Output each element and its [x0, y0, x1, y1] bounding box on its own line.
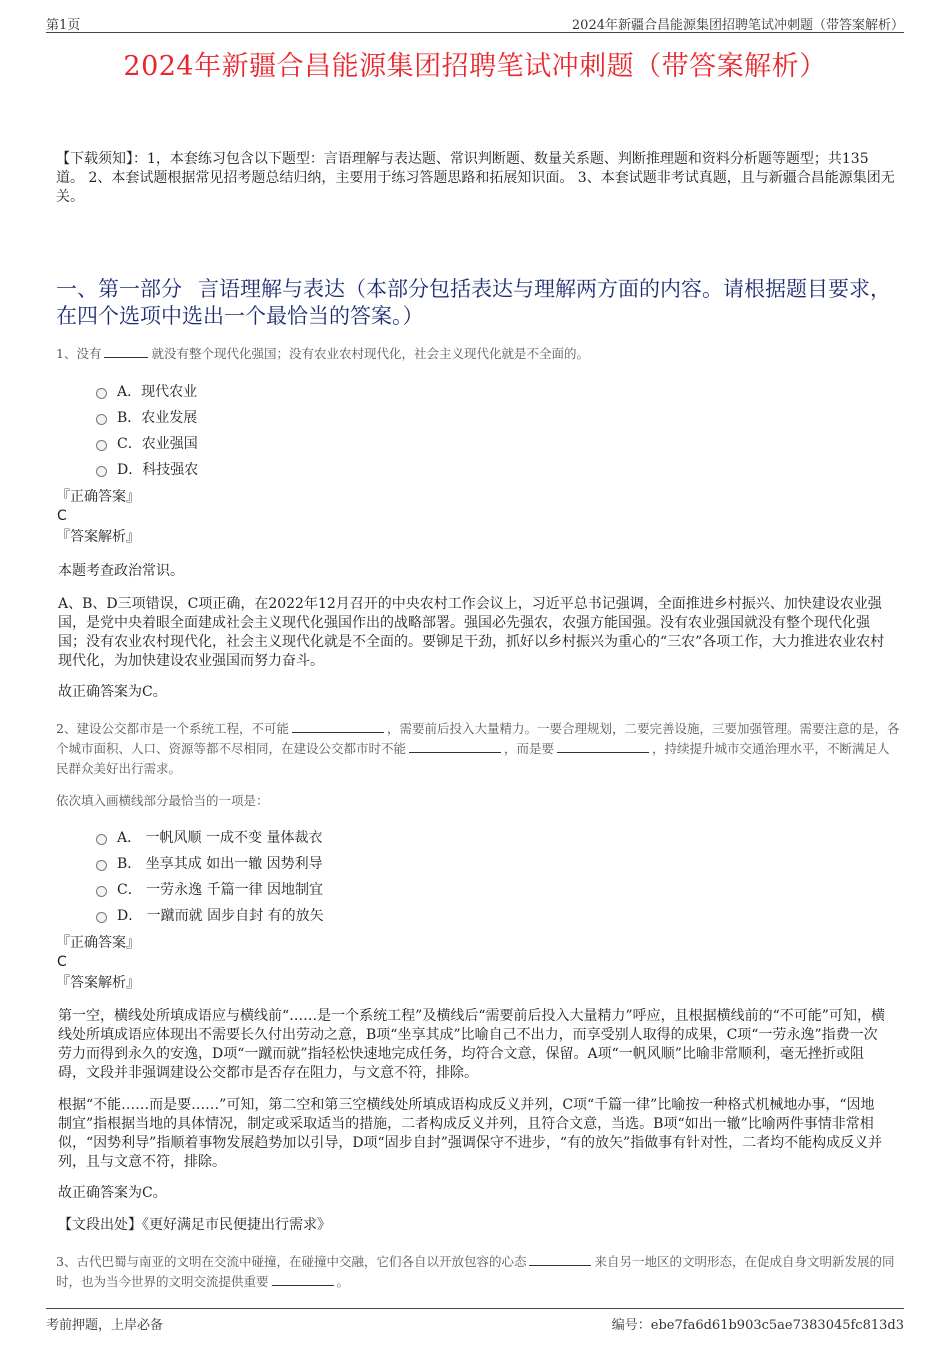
radio-icon[interactable] [96, 886, 107, 897]
question-2-option-d[interactable] [96, 906, 324, 926]
fill-blank [272, 1272, 334, 1286]
radio-icon[interactable] [96, 388, 107, 399]
radio-icon[interactable] [96, 466, 107, 477]
correct-answer-value: C [57, 954, 67, 970]
question-3-stem [56, 1252, 901, 1292]
stem-part: 3、古代巴蜀与南亚的文明在交流中碰撞，在碰撞中交融，它们各自以开放包容的心态 [56, 1254, 527, 1269]
radio-icon[interactable] [96, 834, 107, 845]
radio-icon[interactable] [96, 414, 107, 425]
section-number: 一、第一部分 [56, 277, 182, 301]
question-1-option-a[interactable] [96, 382, 197, 402]
fill-blank [104, 344, 148, 358]
analysis-conclusion: 故正确答案为C。 [58, 684, 167, 700]
analysis-paragraph: 第一空，横线处所填成语应与横线前“……是一个系统工程”及横线后“需要前后投入大量精力”呼应，且根据横线前的“不可能”可知，横线处所填成语应体现出不需要长久付出劳动之意，B项“坐享其成”比喻自己不出力，而享受别人取得的成果，C项“一劳永逸”指费一次劳力而得到永久的安逸，D项“一蹴而就”指轻松快速地完成任务，均符合文意，保留。A项“一帆风顺”比喻非常顺利，毫无挫折或阻碍，文段并非强调建设公交都市是否存在阻力，与文意不符，排除。 [58, 1008, 885, 1081]
analysis-paragraph: 根据“不能……而是要……”可知，第二空和第三空横线处所填成语构成反义并列，C项“千篇一律”比喻按一种格式机械地办事，“因地制宜”指根据当地的具体情况，制定或采取适当的措施，二者构成反义并列，且符合文意，当选。B项“如出一辙”比喻两件事情非常相似，“因势利导”指顺着事物发展趋势加以引导，D项“固步自封”强调保守不进步，“有的放矢”指做事有针对性，二者均不能构成反义并列，且与文意不符，排除。 [58, 1097, 883, 1170]
fill-blank [557, 739, 649, 753]
question-1-option-b[interactable] [96, 408, 197, 428]
option-label: B． 坐享其成 如出一辙 因势利导 [117, 856, 323, 872]
stem-part: ，而是要 [504, 741, 555, 756]
correct-answer-label: 『正确答案』 [56, 489, 140, 505]
download-notice: 【下载须知】：1，本套练习包含以下题型：言语理解与表达题、常识判断题、数量关系题、判断推理题和资料分析题等题型；共135道。 2、本套试题根据常见招考题总结归纳，主要用于练习答题思路和拓展知识面。 3、本套试题非考试真题，且与新疆合昌能源集团无关。 [56, 151, 895, 205]
analysis-paragraph: A、B、D三项错误，C项正确，在2022年12月召开的中央农村工作会议上，习近平总书记强调，全面推进乡村振兴、加快建设农业强国，是党中央着眼全面建成社会主义现代化强国作出的战略部署。强国必先强农，农强方能国强。没有农业强国就没有整个现代化强国；没有农业农村现代化，社会主义现代化就是不全面的。要铆足干劲，抓好以乡村振兴为重心的“三农”各项工作，大力推进农业农村现代化，为加快建设农业强国而努力奋斗。 [58, 596, 885, 669]
question-2-stem [56, 719, 901, 779]
section-heading [56, 276, 906, 330]
correct-answer-value: C [57, 508, 67, 524]
question-1-option-d[interactable] [96, 460, 198, 480]
stem-part: 就没有整个现代化强国；没有农业农村现代化，社会主义现代化就是不全面的。 [151, 346, 589, 361]
document-id: 编号：ebe7fa6d61b903c5ae7383045fc813d3 [611, 1318, 904, 1333]
stem-part: ，需要前后投入大量精力。一要合理规划，二要完善设施，三要加强管理。需要注意的是，各个城市面积、人口、资源等都不尽相同，在建设公交都市时不能 [56, 721, 900, 756]
question-2-option-b[interactable] [96, 854, 323, 874]
stem-part: ，持续提升城市交通治理水平，不断满足人民群众美好出行需求。 [56, 741, 890, 776]
question-1-stem [56, 344, 901, 364]
page-header [46, 10, 904, 33]
page-number: 第1页 [46, 18, 81, 33]
stem-part: 来自另一地区的文明形态，在促成自身文明新发展的同时，也为当今世界的文明交流提供重要 [56, 1254, 895, 1289]
passage-source: 【文段出处】《更好满足市民便捷出行需求》 [58, 1217, 331, 1233]
analysis-label: 『答案解析』 [56, 975, 140, 991]
stem-part: 2、建设公交都市是一个系统工程，不可能 [56, 721, 289, 736]
question-2-option-c[interactable] [96, 880, 323, 900]
option-label: C．农业强国 [117, 436, 198, 452]
option-label: C． 一劳永逸 千篇一律 因地制宜 [117, 882, 324, 898]
correct-answer-label: 『正确答案』 [56, 935, 140, 951]
option-label: A． 一帆风顺 一成不变 量体裁衣 [117, 830, 323, 846]
radio-icon[interactable] [96, 912, 107, 923]
stem-part: 1、没有 [56, 346, 102, 361]
footer-slogan: 考前押题，上岸必备 [46, 1318, 164, 1333]
stem-part: 。 [336, 1274, 350, 1289]
analysis-label: 『答案解析』 [56, 529, 140, 545]
question-1-option-c[interactable] [96, 434, 198, 454]
analysis-conclusion: 故正确答案为C。 [58, 1185, 167, 1201]
radio-icon[interactable] [96, 440, 107, 451]
option-label: B．农业发展 [117, 410, 198, 426]
option-label: A．现代农业 [117, 384, 198, 400]
radio-icon[interactable] [96, 860, 107, 871]
question-2-option-a[interactable] [96, 828, 322, 848]
header-doc-title: 2024年新疆合昌能源集团招聘笔试冲刺题（带答案解析） [571, 18, 904, 33]
fill-blank [409, 739, 501, 753]
option-label: D．科技强农 [117, 462, 199, 478]
option-label: D． 一蹴而就 固步自封 有的放矢 [117, 908, 324, 924]
fill-blank [292, 719, 384, 733]
question-2-prompt: 依次填入画横线部分最恰当的一项是： [56, 793, 269, 808]
page-title: 2024年新疆合昌能源集团招聘笔试冲刺题（带答案解析） [123, 51, 827, 82]
page-footer [46, 1308, 904, 1333]
fill-blank [529, 1252, 591, 1266]
analysis-paragraph: 本题考查政治常识。 [58, 563, 184, 579]
section-description: 言语理解与表达（本部分包括表达与理解两方面的内容。请根据题目要求，在四个选项中选出一个最恰当的答案。） [56, 277, 891, 328]
